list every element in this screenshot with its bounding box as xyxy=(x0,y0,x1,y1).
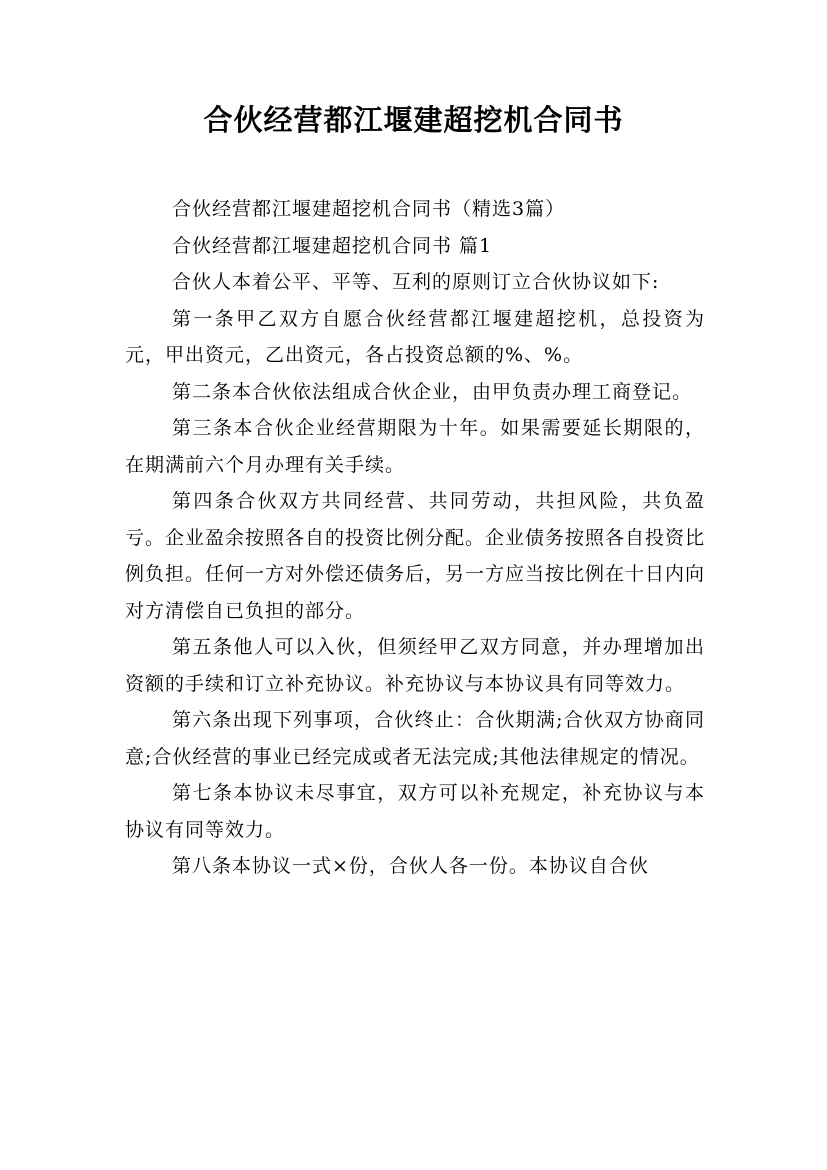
paragraph-subtitle: 合伙经营都江堰建超挖机合同书（精选3篇） xyxy=(172,198,566,220)
paragraph-preamble: 合伙人本着公平、平等、互利的原则订立合伙协议如下: xyxy=(172,271,660,293)
paragraph-article-7: 第七条本协议未尽事宜，双方可以补充规定，补充协议与本协议有同等效力。 xyxy=(125,782,705,841)
document-body xyxy=(125,191,705,885)
paragraph-article-4: 第四条合伙双方共同经营、共同劳动，共担风险，共负盈亏。企业盈余按照各自的投资比例分配。企业债务按照各自投资比例负担。任何一方对外偿还债务后，另一方应当按比例在十日内向对方清偿自已负担的部分。 xyxy=(125,490,706,622)
paragraph-article-6: 第六条出现下列事项，合伙终止：合伙期满;合伙双方协商同意;合伙经营的事业已经完成或者无法完成;其他法律规定的情况。 xyxy=(125,709,705,768)
paragraph-section-heading: 合伙经营都江堰建超挖机合同书 篇1 xyxy=(172,234,493,257)
document-title: 合伙经营都江堰建超挖机合同书 xyxy=(203,103,624,137)
paragraph-article-3: 第三条本合伙企业经营期限为十年。如果需要延长期限的，在期满前六个月办理有关手续。 xyxy=(125,417,705,476)
paragraph-article-2: 第二条本合伙依法组成合伙企业，由甲负责办理工商登记。 xyxy=(172,380,693,403)
paragraph-article-5: 第五条他人可以入伙，但须经甲乙双方同意，并办理增加出资额的手续和订立补充协议。补充协议与本协议具有同等效力。 xyxy=(125,636,705,695)
paragraph-article-8: 第八条本协议一式×份，合伙人各一份。本协议自合伙 xyxy=(172,855,649,877)
paragraph-article-1: 第一条甲乙双方自愿合伙经营都江堰建超挖机，总投资为元，甲出资元，乙出资元，各占投资总额的%、%。 xyxy=(125,307,705,366)
